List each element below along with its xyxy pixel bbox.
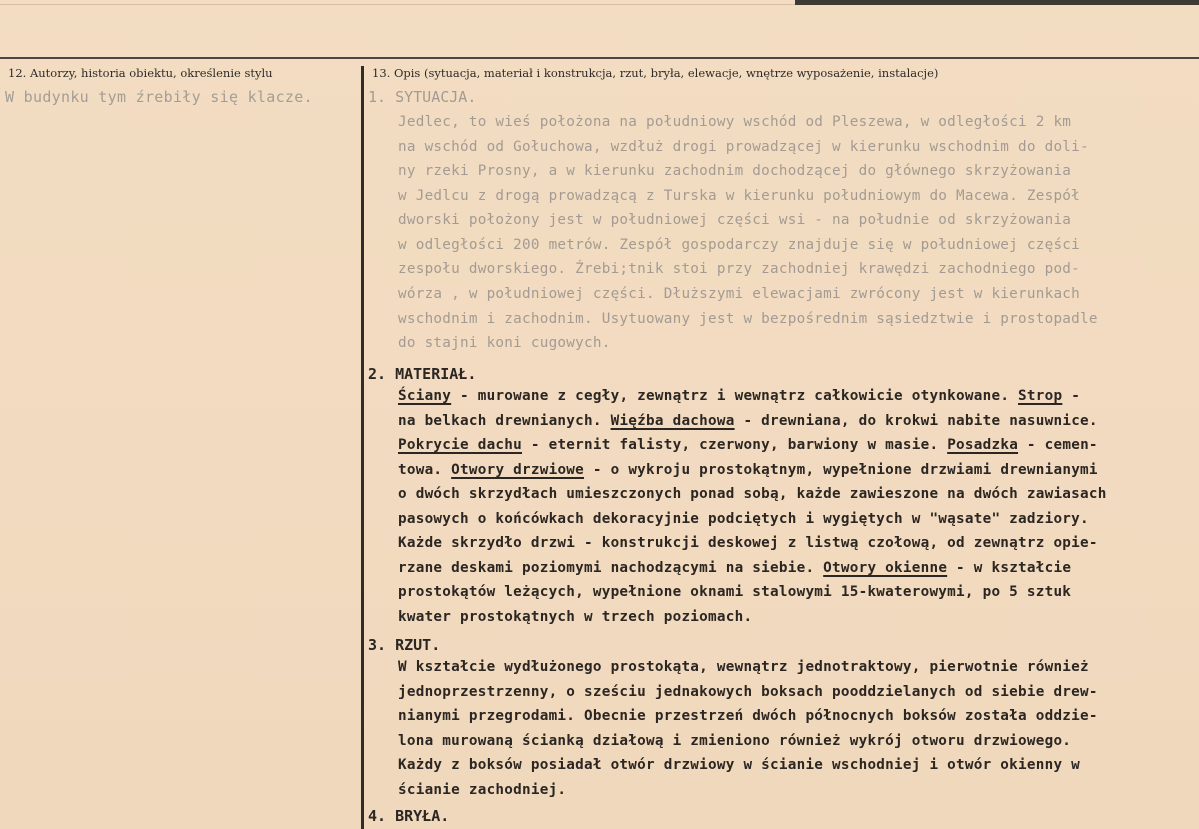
section-2-heading: 2. MATERIAŁ. xyxy=(368,365,477,383)
section-1-line: Jedlec, to wieś położona na południowy wschód od Pleszewa, w odległości 2 km xyxy=(398,114,1072,130)
section-4-heading: 4. BRYŁA. xyxy=(368,807,450,825)
material-roof-truss-line xyxy=(398,413,1098,429)
doors-term: Otwory drzwiowe xyxy=(451,462,585,478)
section-1-line: na wschód od Gołuchowa, wzdłuż drogi prowadzącej w kierunku wschodnim do doli- xyxy=(398,139,1089,155)
plan-line: Każdy z boksów posiadał otwór drzwiowy w ścianie wschodniej i otwór okienny w xyxy=(398,757,1081,773)
section-1-heading: 1. SYTUACJA. xyxy=(368,88,477,106)
authors-history-text: W budynku tym źrebiły się klacze. xyxy=(5,88,313,106)
roof-truss-term: Więźba dachowa xyxy=(610,413,735,429)
section-3-heading: 3. RZUT. xyxy=(368,636,441,654)
walls-term: Ściany xyxy=(398,388,452,404)
material-line: pasowych o końcówkach dekoracyjnie podciętych i wygiętych w "wąsate" zadziory. xyxy=(398,511,1089,527)
plan-line: nianymi przegrodami. Obecnie przestrzeń dwóch północnych boksów została oddzie- xyxy=(398,708,1098,724)
doors-text: - o wykroju prostokątnym, wypełnione drzwiami drewnianymi xyxy=(584,462,1098,478)
material-line: Każde skrzydło drzwi - konstrukcji deskowej z listwą czołową, od zewnątrz opie- xyxy=(398,535,1098,551)
material-doors-line xyxy=(398,462,1098,478)
beams-text: na belkach drewnianych. xyxy=(398,413,611,429)
windows-text: - w kształcie xyxy=(947,560,1072,576)
floor-term: Posadzka xyxy=(947,437,1019,453)
section-1-line: do stajni koni cugowych. xyxy=(398,335,611,351)
boards-text: rzane deskami poziomymi nachodzącymi na siebie. xyxy=(398,560,824,576)
plan-line: W kształcie wydłużonego prostokąta, wewnątrz jednotraktowy, pierwotnie również xyxy=(398,659,1089,675)
section-1-line: ny rzeki Prosny, a w kierunku zachodnim dochodzącej do głównego skrzyżowania xyxy=(398,163,1072,179)
roofing-text: - eternit falisty, czerwony, barwiony w masie. xyxy=(522,437,948,453)
windows-term: Otwory okienne xyxy=(823,560,948,576)
header-field-13: 13. Opis (sytuacja, materiał i konstrukcja, rzut, bryła, elewacje, wnętrze wyposażenie, instalacje) xyxy=(372,66,939,80)
top-edge-bar xyxy=(795,0,1199,5)
roof-truss-text: - drewniana, do krokwi nabite nasuwnice. xyxy=(734,413,1098,429)
material-walls-line xyxy=(398,388,1080,404)
plan-line: lona murowaną ścianką działową i zmieniono również wykrój otworu drzwiowego. xyxy=(398,733,1072,749)
section-1-line: wórza , w południowej części. Dłuższymi elewacjami zwrócony jest w kierunkach xyxy=(398,286,1081,302)
section-1-line: zespołu dworskiego. Źrebi;tnik stoi przy zachodniej krawędzi zachodniego pod- xyxy=(398,261,1081,277)
material-line: prostokątów leżących, wypełnione oknami stalowymi 15-kwaterowymi, po 5 sztuk xyxy=(398,584,1072,600)
section-1-line: wschodnim i zachodnim. Usytuowany jest w bezpośrednim sąsiedztwie i prostopadle xyxy=(398,311,1098,327)
floor-text-cont: towa. xyxy=(398,462,452,478)
section-1-line: dworski położony jest w południowej części wsi - na południe od skrzyżowania xyxy=(398,212,1072,228)
plan-line: jednoprzestrzenny, o sześciu jednakowych boksach pooddzielanych od siebie drew- xyxy=(398,684,1098,700)
floor-text: - cemen- xyxy=(1018,437,1098,453)
section-1-line: w odległości 200 metrów. Zespół gospodarczy znajduje się w południowej części xyxy=(398,237,1081,253)
header-field-12: 12. Autorzy, historia obiektu, określenie stylu xyxy=(8,66,273,80)
material-windows-line xyxy=(398,560,1071,576)
ceiling-dash: - xyxy=(1062,388,1081,404)
roofing-term: Pokrycie dachu xyxy=(398,437,523,453)
section-1-line: w Jedlcu z drogą prowadzącą z Turska w kierunku południowym do Macewa. Zespół xyxy=(398,188,1081,204)
material-roofing-line xyxy=(398,437,1098,453)
top-edge-line xyxy=(0,4,795,5)
column-divider xyxy=(361,66,364,829)
ceiling-term: Strop xyxy=(1018,388,1063,404)
walls-text: - murowane z cegły, zewnątrz i wewnątrz całkowicie otynkowane. xyxy=(451,388,1019,404)
material-line: o dwóch skrzydłach umieszczonych ponad sobą, każde zawieszone na dwóch zawiasach xyxy=(398,486,1107,502)
material-line: kwater prostokątnych w trzech poziomach. xyxy=(398,609,753,625)
header-rule xyxy=(0,57,1199,59)
plan-line: ścianie zachodniej. xyxy=(398,782,567,798)
